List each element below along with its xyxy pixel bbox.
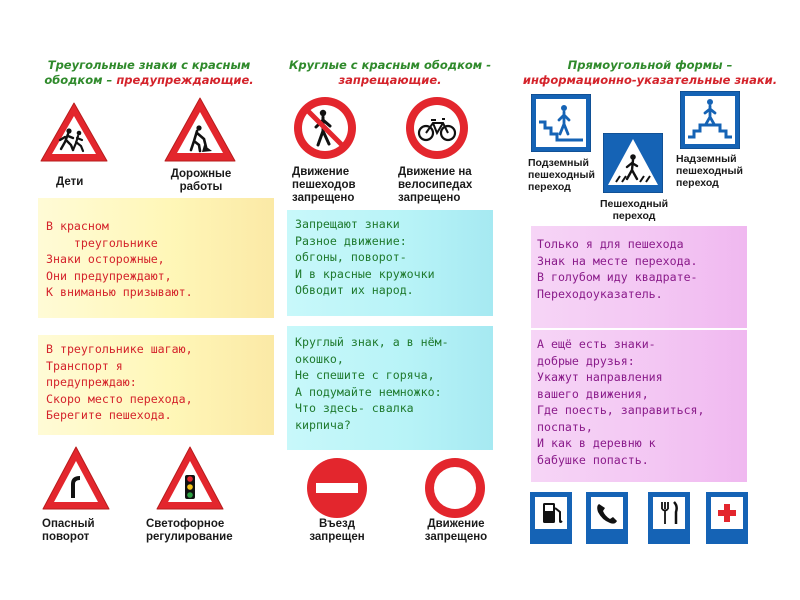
informational-header: [520, 58, 780, 88]
sign-label: Надземный пешеходный переход: [676, 153, 743, 189]
prohibitory-header-text: Круглые с красным ободком -: [289, 58, 491, 72]
road-works-sign-icon: [162, 95, 238, 165]
informational-header-accent: информационно-указательные знаки.: [522, 73, 778, 87]
warning-header-accent: предупреждающие.: [116, 73, 254, 87]
sign-label: Движение пешеходов запрещено: [292, 166, 356, 204]
children-sign-icon: [38, 100, 110, 164]
informational-header-text: Прямоугольной формы –: [567, 58, 733, 72]
sign-label: Пешеходный переход: [599, 198, 669, 222]
dangerous-curve-sign-icon: [40, 444, 112, 512]
sign-label: Дети: [56, 176, 84, 188]
food-point-sign-icon: [648, 492, 690, 544]
warning-poem-2: В треугольнике шагаю, Транспорт я предупреждаю: Скоро место перехода, Берегите пешехода.: [38, 335, 274, 435]
no-bicycles-sign-icon: [404, 95, 470, 161]
informational-poem-2: А ещё есть знаки- добрые друзья: Укажут направления вашего движения, Где поесть, заправиться, поспать, И как в деревню к бабушке попасть.: [531, 330, 747, 482]
no-vehicles-sign-icon: [424, 457, 486, 519]
sign-label: Движение запрещено: [424, 518, 488, 543]
sign-label: Подземный пешеходный переход: [528, 157, 595, 193]
no-entry-sign-icon: [306, 457, 368, 519]
warning-poem-1: В красном треугольнике Знаки осторожные, Они предупреждают, К вниманью призывают.: [38, 198, 274, 318]
prohibitory-header: [280, 58, 500, 88]
sign-label: Опасный поворот: [42, 518, 95, 543]
informational-poem-1: Только я для пешехода Знак на месте перехода. В голубом иду квадрате- Переходоуказатель.: [531, 226, 747, 328]
telephone-sign-icon: [586, 492, 628, 544]
prohibitory-poem-2: Круглый знак, а в нём- окошко, Не спешите с горяча, А подумайте немножко: Что здесь- свалка кирпича?: [287, 326, 493, 450]
sign-label: Движение на велосипедах запрещено: [398, 166, 473, 204]
prohibitory-poem-1: Запрещают знаки Разное движение: обгоны, поворот- И в красные кружочки Обводит их народ.: [287, 210, 493, 316]
fuel-station-sign-icon: [530, 492, 572, 544]
warning-header: [30, 58, 268, 88]
sign-label: Въезд запрещен: [309, 518, 365, 543]
traffic-light-sign-icon: [154, 444, 226, 512]
pedestrian-crossing-sign-icon: [603, 133, 663, 193]
overhead-crossing-sign-icon: [680, 91, 740, 149]
first-aid-sign-icon: [706, 492, 748, 544]
underground-crossing-sign-icon: [531, 94, 591, 152]
sign-label: Светофорное регулирование: [146, 518, 233, 543]
warning-header-text: Треугольные знаки с красным ободком –: [44, 58, 251, 87]
sign-label: Дорожные работы: [170, 168, 232, 193]
no-pedestrians-sign-icon: [292, 95, 358, 161]
prohibitory-header-accent: запрещающие.: [338, 73, 442, 87]
